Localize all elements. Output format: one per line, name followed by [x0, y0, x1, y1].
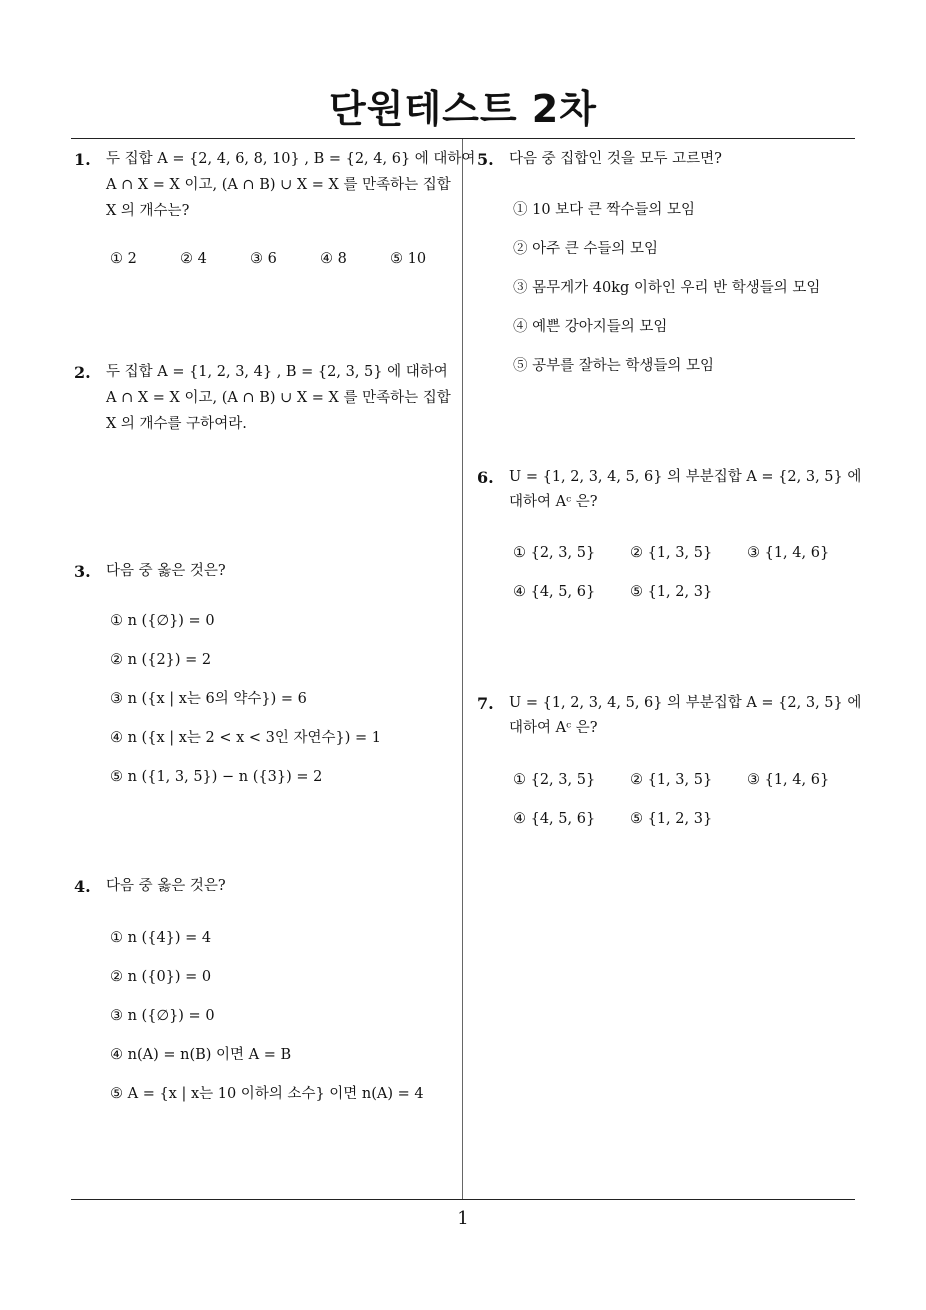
question-number: 3.	[74, 562, 91, 581]
column-divider	[462, 139, 463, 1200]
question-number: 2.	[74, 363, 91, 382]
question-6	[477, 465, 872, 605]
question-text-line: A ∩ X = X 이고, (A ∩ B) ∪ X = X 를 만족하는 집합	[106, 177, 451, 193]
answer-choice[interactable]: ④ n(A) = n(B) 이면 A = B	[110, 1047, 292, 1063]
question-text-line: X 의 개수를 구하여라.	[106, 416, 247, 432]
question-text-line: 대하여 Aᶜ 은?	[509, 720, 598, 736]
answer-choice[interactable]: ① n ({∅}) = 0	[110, 613, 215, 629]
answer-choice[interactable]: ③ 6	[250, 251, 277, 267]
answer-choice[interactable]: ④ 8	[320, 251, 347, 267]
answer-choice[interactable]: ⑤ {1, 2, 3}	[630, 811, 713, 827]
answer-choice[interactable]: ③ {1, 4, 6}	[747, 772, 830, 788]
question-text-line: 다음 중 옳은 것은?	[106, 563, 226, 579]
answer-choice[interactable]: ② {1, 3, 5}	[630, 545, 713, 561]
question-text-line: 대하여 Aᶜ 은?	[509, 494, 598, 510]
question-1	[74, 147, 476, 277]
top-divider	[71, 138, 855, 139]
question-number: 4.	[74, 877, 91, 896]
question-number: 6.	[477, 468, 494, 487]
question-number: 7.	[477, 694, 494, 713]
question-number: 1.	[74, 150, 91, 169]
answer-choice[interactable]: ② {1, 3, 5}	[630, 772, 713, 788]
answer-choice[interactable]: ⑤ n ({1, 3, 5}) − n ({3}) = 2	[110, 769, 323, 785]
answer-choice[interactable]: ① {2, 3, 5}	[513, 772, 596, 788]
answer-choice[interactable]: ② 아주 큰 수들의 모임	[513, 241, 658, 257]
answer-choice[interactable]: ① n ({4}) = 4	[110, 930, 212, 946]
answer-choice[interactable]: ② n ({2}) = 2	[110, 652, 212, 668]
question-text-line: A ∩ X = X 이고, (A ∩ B) ∪ X = X 를 만족하는 집합	[106, 390, 451, 406]
answer-choice[interactable]: ⑤ 공부를 잘하는 학생들의 모임	[513, 358, 715, 374]
answer-choice[interactable]: ① {2, 3, 5}	[513, 545, 596, 561]
page-number: 1	[457, 1208, 469, 1229]
answer-choice[interactable]: ① 2	[110, 251, 137, 267]
question-5	[477, 147, 867, 377]
answer-choice[interactable]: ③ n ({∅}) = 0	[110, 1008, 215, 1024]
question-4	[74, 874, 459, 1104]
answer-choice[interactable]: ② 4	[180, 251, 207, 267]
question-text-line: U = {1, 2, 3, 4, 5, 6} 의 부분집합 A = {2, 3, 5} 에	[509, 469, 862, 485]
answer-choice[interactable]: ③ n ({x | x는 6의 약수}) = 6	[110, 691, 307, 707]
question-number: 5.	[477, 150, 494, 169]
question-3	[74, 559, 459, 789]
answer-choice[interactable]: ① 10 보다 큰 짝수들의 모임	[513, 202, 696, 218]
answer-choice[interactable]: ④ {4, 5, 6}	[513, 811, 596, 827]
question-text-line: 두 집합 A = {1, 2, 3, 4} , B = {2, 3, 5} 에 대하여	[106, 364, 448, 380]
answer-choice[interactable]: ③ {1, 4, 6}	[747, 545, 830, 561]
question-7	[477, 691, 872, 831]
bottom-divider	[71, 1199, 855, 1200]
answer-choice[interactable]: ④ {4, 5, 6}	[513, 584, 596, 600]
question-text-line: 다음 중 옳은 것은?	[106, 878, 226, 894]
question-text-line: 두 집합 A = {2, 4, 6, 8, 10} , B = {2, 4, 6} 에 대하여	[106, 151, 476, 167]
answer-choice[interactable]: ⑤ 10	[390, 251, 427, 267]
answer-choice[interactable]: ④ 예쁜 강아지들의 모임	[513, 319, 668, 335]
answer-choice[interactable]: ③ 몸무게가 40kg 이하인 우리 반 학생들의 모임	[513, 280, 821, 296]
question-text-line: X 의 개수는?	[106, 203, 190, 219]
answer-choice[interactable]: ⑤ A = {x | x는 10 이하의 소수} 이면 n(A) = 4	[110, 1086, 424, 1102]
answer-choice[interactable]: ② n ({0}) = 0	[110, 969, 212, 985]
page-title: 단원테스트 2차	[329, 87, 597, 131]
question-2	[74, 360, 459, 440]
answer-choice[interactable]: ⑤ {1, 2, 3}	[630, 584, 713, 600]
answer-choice[interactable]: ④ n ({x | x는 2 < x < 3인 자연수}) = 1	[110, 730, 381, 746]
question-text-line: 다음 중 집합인 것을 모두 고르면?	[509, 151, 722, 167]
question-text-line: U = {1, 2, 3, 4, 5, 6} 의 부분집합 A = {2, 3, 5} 에	[509, 695, 862, 711]
